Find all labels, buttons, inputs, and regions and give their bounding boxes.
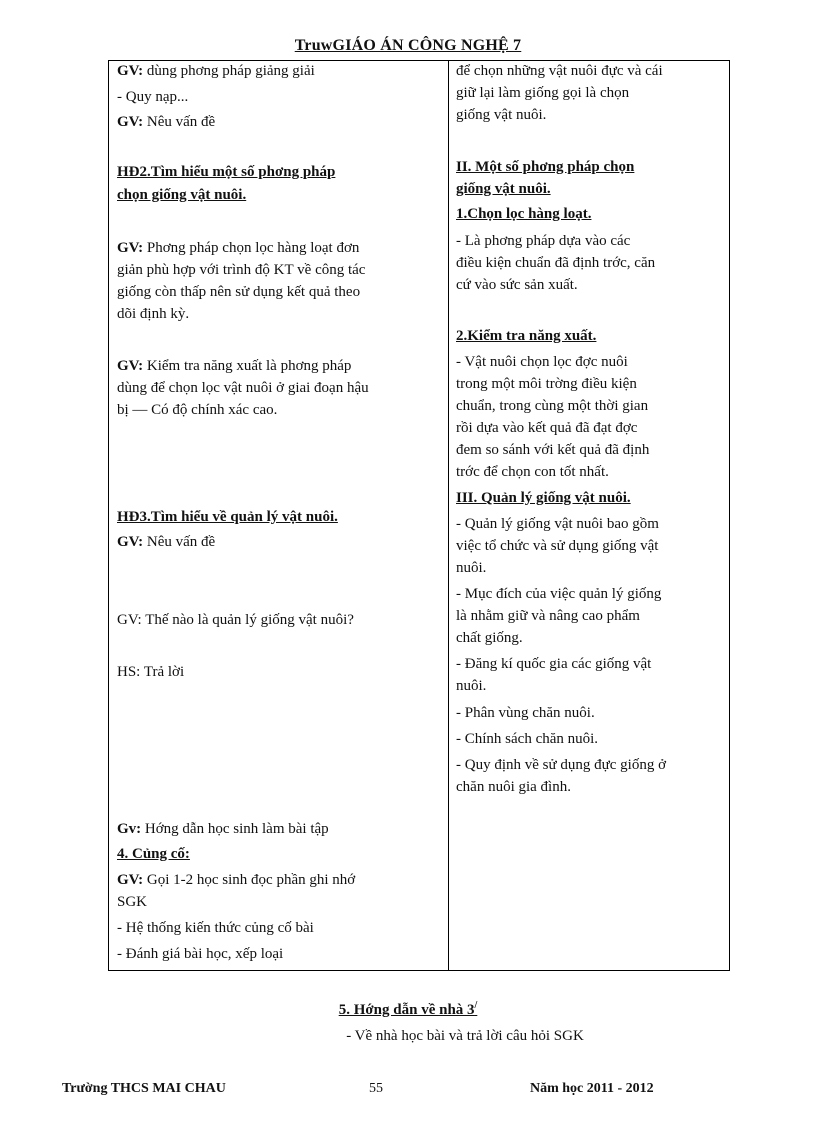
right-line: để chọn những vật nuôi đực và cái	[456, 63, 663, 79]
left-line: GV: Nêu vấn đề	[117, 114, 216, 130]
right-line: - Quy định về sử dụng đực giống ở	[456, 757, 667, 773]
right-line: - Phân vùng chăn nuôi.	[456, 705, 595, 721]
right-line: giữ lại làm giống gọi là chọn	[456, 85, 630, 101]
right-line: - Mục đích của việc quản lý giống	[456, 586, 662, 602]
right-line: - Chính sách chăn nuôi.	[456, 731, 599, 747]
hd3-heading: HĐ3.Tìm hiểu về quản lý vật nuôi.	[117, 509, 338, 525]
left-question: GV: Thế nào là quản lý giống vật nuôi?	[117, 612, 354, 628]
right-line: là nhằm giữ và nâng cao phẩm	[456, 608, 640, 624]
right-line: chăn nuôi gia đình.	[456, 779, 571, 795]
left-line: - Đánh giá bài học, xếp loại	[117, 946, 284, 962]
left-paragraph: dõi định kỳ.	[117, 306, 190, 322]
homework-text: - Về nhà học bài và trả lời câu hỏi SGK	[346, 1028, 584, 1044]
right-line: trong một môi trờng điều kiện	[456, 376, 637, 392]
consolidation-heading: 4. Củng cố:	[117, 846, 190, 862]
homework-heading: 5. Hớng dẫn về nhà 3/	[338, 1000, 478, 1018]
left-line: GV: Gọi 1-2 học sinh đọc phần ghi nhớ	[117, 872, 356, 888]
right-line: giống vật nuôi.	[456, 107, 547, 123]
right-line: đem so sánh với kết quả đã định	[456, 442, 650, 458]
right-line: - Quản lý giống vật nuôi bao gồm	[456, 516, 659, 532]
right-line: nuôi.	[456, 560, 487, 576]
left-line: Gv: Hớng dẫn học sinh làm bài tập	[117, 821, 329, 837]
left-line: GV: Nêu vấn đề	[117, 534, 216, 550]
column-divider	[448, 61, 449, 970]
section-3-heading: III. Quản lý giống vật nuôi.	[456, 490, 631, 506]
right-line: - Vật nuôi chọn lọc đợc nuôi	[456, 354, 628, 370]
left-line: SGK	[117, 894, 148, 910]
right-line: việc tổ chức và sử dụng giống vật	[456, 538, 659, 554]
section-2-1-heading: 1.Chọn lọc hàng loạt.	[456, 206, 592, 222]
section-2-2-heading: 2.Kiểm tra năng xuất.	[456, 328, 597, 344]
left-paragraph: giống còn thấp nên sử dụng kết quả theo	[117, 284, 361, 300]
right-line: chất giống.	[456, 630, 523, 646]
left-paragraph: giản phù hợp với trình độ KT về công tác	[117, 262, 366, 278]
left-paragraph: GV: Kiểm tra năng xuất là phơng pháp	[117, 358, 352, 374]
right-line: - Là phơng pháp dựa vào các	[456, 233, 631, 249]
page-header-title: TruwGIÁO ÁN CÔNG NGHỆ 7	[294, 37, 522, 54]
right-line: - Đăng kí quốc gia các giống vật	[456, 656, 652, 672]
right-line: rồi dựa vào kết quả đã đạt đợc	[456, 420, 638, 436]
left-line: - Hệ thống kiến thức củng cố bài	[117, 920, 314, 936]
right-line: trớc để chọn con tốt nhất.	[456, 464, 609, 480]
section-2-heading: II. Một số phơng pháp chọn	[456, 159, 635, 175]
right-line: cứ vào sức sản xuất.	[456, 277, 578, 293]
left-line: GV: dùng phơng pháp giảng giải	[117, 63, 315, 79]
left-paragraph: dùng để chọn lọc vật nuôi ở giai đoạn hậu	[117, 380, 369, 396]
left-paragraph: bị — Có độ chính xác cao.	[117, 402, 278, 418]
left-answer: HS: Trả lời	[117, 664, 185, 680]
section-2-heading: giống vật nuôi.	[456, 181, 551, 197]
left-paragraph: GV: Phơng pháp chọn lọc hàng loạt đơn	[117, 240, 360, 256]
right-line: chuẩn, trong cùng một thời gian	[456, 398, 649, 414]
hd2-heading: HĐ2.Tìm hiểu một số phơng pháp	[117, 164, 336, 180]
left-line: - Quy nạp...	[117, 89, 189, 105]
footer-school: Trường THCS MAI CHAU	[62, 1081, 226, 1096]
hd2-heading: chọn giống vật nuôi.	[117, 187, 247, 203]
right-line: nuôi.	[456, 678, 487, 694]
footer-page-number: 55	[369, 1081, 383, 1096]
footer-school-year: Năm học 2011 - 2012	[530, 1081, 654, 1096]
right-line: điều kiện chuẩn đã định trớc, căn	[456, 255, 656, 271]
lesson-table	[108, 60, 730, 971]
